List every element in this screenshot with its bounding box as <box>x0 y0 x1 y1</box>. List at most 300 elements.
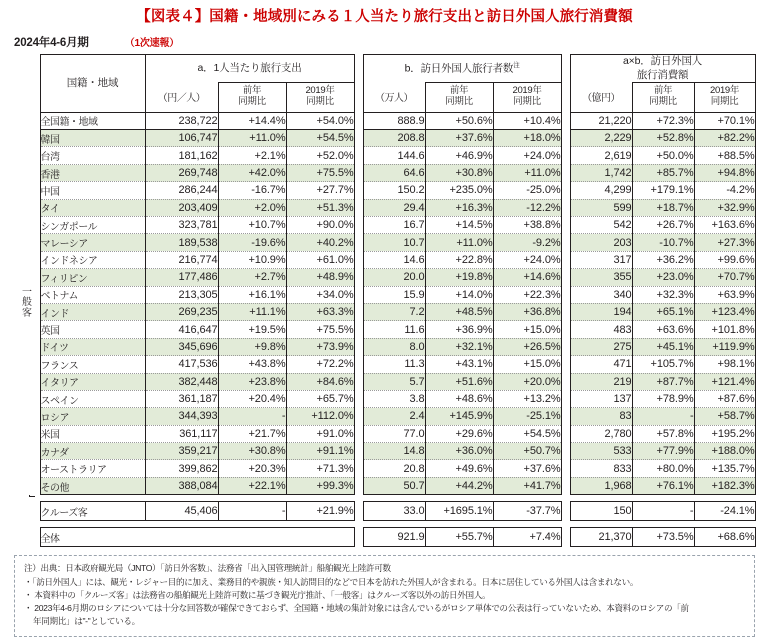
row-b-value: 8.0 <box>363 338 425 355</box>
table-row <box>14 269 755 286</box>
row-a-yoy: +16.1% <box>218 286 286 303</box>
table-row <box>14 356 755 373</box>
row-region-name: その他 <box>40 477 145 494</box>
row-b-2019: +14.6% <box>493 269 561 286</box>
gutter <box>354 286 363 303</box>
gutter <box>354 130 363 147</box>
row-b-yoy: +22.8% <box>425 251 493 268</box>
row-ab-2019: -4.2% <box>694 182 755 199</box>
row-a-value: 399,862 <box>145 460 218 477</box>
table-row <box>14 216 755 233</box>
row-region-name: マレーシア <box>40 234 145 251</box>
gutter <box>354 147 363 164</box>
spacer-cell <box>14 55 40 82</box>
table-body <box>14 112 755 495</box>
row-a-2019: +65.7% <box>286 390 354 407</box>
row-b-2019: +37.6% <box>493 460 561 477</box>
row-region-name: オーストラリア <box>40 460 145 477</box>
table-row <box>14 182 755 199</box>
header-ab-2019-l1: 2019年 <box>709 85 740 97</box>
cruise-ab-yoy: - <box>632 502 694 521</box>
row-a-value: 361,187 <box>145 390 218 407</box>
header-block-ab-title-l2: 旅行消費額 <box>636 68 689 81</box>
row-b-yoy: +37.6% <box>425 130 493 147</box>
row-region-name: フランス <box>40 356 145 373</box>
row-b-2019: +18.0% <box>493 130 561 147</box>
row-ab-yoy: +32.3% <box>632 286 694 303</box>
header-block-ab-title <box>570 55 755 82</box>
row-a-2019: +51.3% <box>286 199 354 216</box>
row-a-value: 203,409 <box>145 199 218 216</box>
row-region-name: イタリア <box>40 373 145 390</box>
row-b-2019: +15.0% <box>493 321 561 338</box>
header-b-unit: （万人） <box>363 82 425 112</box>
row-a-value: 286,244 <box>145 182 218 199</box>
row-b-value: 50.7 <box>363 477 425 494</box>
row-ab-2019: +163.6% <box>694 216 755 233</box>
row-a-value: 382,448 <box>145 373 218 390</box>
row-b-yoy: +50.6% <box>425 112 493 129</box>
header-b-yoy-l1: 前年 <box>449 85 469 97</box>
table-row <box>14 130 755 147</box>
header-ab-yoy-l1: 前年 <box>653 85 673 97</box>
general-passenger-label-cell <box>14 112 40 495</box>
row-ab-value: 2,780 <box>570 425 632 442</box>
gutter <box>561 147 570 164</box>
row-b-2019: +24.0% <box>493 147 561 164</box>
row-region-name: ドイツ <box>40 338 145 355</box>
row-ab-yoy: +18.7% <box>632 199 694 216</box>
gutter <box>561 286 570 303</box>
row-ab-yoy: +85.7% <box>632 164 694 181</box>
header-b-2019-l1: 2019年 <box>512 85 542 97</box>
table-row <box>14 477 755 494</box>
row-b-yoy: +235.0% <box>425 182 493 199</box>
footnote-line-2: ・「訪日外国人」には、観光・レジャー目的に加え、業務目的や親族・知人訪問目的などで日本を訪れた外国人が含まれる。日本に居住している外国人は含まれない。 <box>24 576 639 587</box>
row-b-value: 15.9 <box>363 286 425 303</box>
header-b-yoy <box>425 82 493 112</box>
cruise-b-value: 33.0 <box>363 502 425 521</box>
main-data-table <box>14 54 756 495</box>
row-region-name: 韓国 <box>40 130 145 147</box>
table-row <box>14 338 755 355</box>
row-a-yoy: +43.8% <box>218 356 286 373</box>
table-row <box>14 286 755 303</box>
row-ab-value: 203 <box>570 234 632 251</box>
gutter <box>561 251 570 268</box>
row-b-yoy: +36.9% <box>425 321 493 338</box>
row-a-2019: +73.9% <box>286 338 354 355</box>
header-row-titles <box>14 55 755 82</box>
row-a-yoy: +9.8% <box>218 338 286 355</box>
table-row <box>14 321 755 338</box>
period-line <box>0 26 769 54</box>
gutter-3 <box>354 82 363 112</box>
header-a-unit: （円／人） <box>145 82 218 112</box>
row-b-value: 14.8 <box>363 443 425 460</box>
header-b-2019-l2: 同期比 <box>513 96 541 108</box>
row-ab-2019: +32.9% <box>694 199 755 216</box>
page-title: 【図表４】国籍・地域別にみる１人当たり旅行支出と訪日外国人旅行消費額 <box>136 9 633 25</box>
gutter <box>354 356 363 373</box>
row-region-name: タイ <box>40 199 145 216</box>
row-a-2019: +48.9% <box>286 269 354 286</box>
table-row <box>14 199 755 216</box>
row-a-yoy: +10.7% <box>218 216 286 233</box>
gutter <box>354 321 363 338</box>
cruise-a-2019: +21.9% <box>286 502 354 521</box>
footnote-marker: 注 <box>513 61 520 69</box>
preliminary-label: （1次速報） <box>124 38 180 50</box>
row-ab-value: 599 <box>570 199 632 216</box>
gutter <box>354 425 363 442</box>
table-row <box>14 234 755 251</box>
row-b-value: 3.8 <box>363 390 425 407</box>
row-ab-2019: +70.7% <box>694 269 755 286</box>
row-a-value: 388,084 <box>145 477 218 494</box>
row-a-value: 344,393 <box>145 408 218 425</box>
row-b-2019: -25.1% <box>493 408 561 425</box>
overall-ab-2019: +68.6% <box>694 528 755 547</box>
row-b-2019: -25.0% <box>493 182 561 199</box>
row-b-value: 144.6 <box>363 147 425 164</box>
row-a-yoy: -19.6% <box>218 234 286 251</box>
cruise-row-name: クルーズ客 <box>40 502 145 521</box>
row-a-yoy: +2.0% <box>218 199 286 216</box>
row-ab-2019: +119.9% <box>694 338 755 355</box>
row-a-2019: +71.3% <box>286 460 354 477</box>
footnote-line-4: ・ 2023年4-6月期のロシアについては十分な回答数が確保できておらず、全国籍・地域の集計対象には含んでいるがロシア単体での公表は行っていないため、本資料のロシアの「前 <box>24 603 689 614</box>
row-a-2019: +112.0% <box>286 408 354 425</box>
row-region-name: カナダ <box>40 443 145 460</box>
row-ab-2019: +101.8% <box>694 321 755 338</box>
row-a-2019: +90.0% <box>286 216 354 233</box>
gutter <box>561 390 570 407</box>
row-ab-yoy: -10.7% <box>632 234 694 251</box>
header-a-2019-l1: 2019年 <box>305 85 335 97</box>
row-a-yoy: +30.8% <box>218 443 286 460</box>
cruise-b-2019: -37.7% <box>493 502 561 521</box>
row-b-2019: +24.0% <box>493 251 561 268</box>
gutter <box>354 182 363 199</box>
row-ab-value: 4,299 <box>570 182 632 199</box>
row-a-yoy: +22.1% <box>218 477 286 494</box>
header-ab-yoy <box>632 82 694 112</box>
header-a-2019-l2: 同期比 <box>306 96 334 108</box>
row-ab-2019: +121.4% <box>694 373 755 390</box>
row-region-name: 全国籍・地域 <box>40 112 145 129</box>
row-ab-value: 1,742 <box>570 164 632 181</box>
row-region-name: インド <box>40 303 145 320</box>
row-b-2019: +15.0% <box>493 356 561 373</box>
header-a-yoy-l1: 前年 <box>242 85 262 97</box>
header-ab-unit: （億円） <box>570 82 632 112</box>
table-row <box>14 460 755 477</box>
row-ab-yoy: +179.1% <box>632 182 694 199</box>
cruise-a-value: 45,406 <box>145 502 218 521</box>
row-b-value: 29.4 <box>363 199 425 216</box>
row-region-name: ベトナム <box>40 286 145 303</box>
gutter <box>561 269 570 286</box>
table-row <box>14 303 755 320</box>
row-region-name: 英国 <box>40 321 145 338</box>
cruise-b-yoy: +1695.1% <box>425 502 493 521</box>
gutter <box>354 269 363 286</box>
row-b-yoy: +51.6% <box>425 373 493 390</box>
row-b-2019: +13.2% <box>493 390 561 407</box>
row-ab-value: 355 <box>570 269 632 286</box>
row-b-yoy: +145.9% <box>425 408 493 425</box>
row-ab-2019: +99.6% <box>694 251 755 268</box>
gutter <box>354 477 363 494</box>
gutter <box>354 112 363 129</box>
row-b-value: 20.0 <box>363 269 425 286</box>
footnote-line-4b: 年同期比」は"-"としている。 <box>33 616 140 627</box>
row-region-name: 米国 <box>40 425 145 442</box>
gutter <box>561 460 570 477</box>
row-a-value: 416,647 <box>145 321 218 338</box>
row-b-2019: -12.2% <box>493 199 561 216</box>
overall-b-yoy: +55.7% <box>425 528 493 547</box>
header-block-a-title: a．1人当たり旅行支出 <box>145 55 354 82</box>
row-ab-yoy: +65.1% <box>632 303 694 320</box>
row-ab-value: 219 <box>570 373 632 390</box>
header-block-b-title <box>363 55 561 82</box>
row-b-value: 888.9 <box>363 112 425 129</box>
row-region-name: ロシア <box>40 408 145 425</box>
row-a-2019: +75.5% <box>286 164 354 181</box>
row-a-yoy: +42.0% <box>218 164 286 181</box>
row-b-2019: +26.5% <box>493 338 561 355</box>
header-a-yoy-l2: 同期比 <box>238 96 266 108</box>
row-b-2019: +11.0% <box>493 164 561 181</box>
row-ab-value: 2,619 <box>570 147 632 164</box>
row-a-2019: +52.0% <box>286 147 354 164</box>
row-a-2019: +63.3% <box>286 303 354 320</box>
gutter <box>354 338 363 355</box>
row-b-value: 64.6 <box>363 164 425 181</box>
row-a-2019: +75.5% <box>286 321 354 338</box>
row-ab-value: 137 <box>570 390 632 407</box>
gutter <box>561 477 570 494</box>
row-ab-2019: +88.5% <box>694 147 755 164</box>
row-b-yoy: +14.0% <box>425 286 493 303</box>
row-a-yoy: +20.4% <box>218 390 286 407</box>
table-row <box>14 443 755 460</box>
row-b-2019: +22.3% <box>493 286 561 303</box>
row-b-2019: +41.7% <box>493 477 561 494</box>
row-b-2019: +50.7% <box>493 443 561 460</box>
row-ab-2019: +87.6% <box>694 390 755 407</box>
row-ab-yoy: +80.0% <box>632 460 694 477</box>
row-b-value: 150.2 <box>363 182 425 199</box>
gutter <box>561 182 570 199</box>
row-a-value: 345,696 <box>145 338 218 355</box>
row-ab-2019: +27.3% <box>694 234 755 251</box>
row-b-value: 208.8 <box>363 130 425 147</box>
overall-ab-yoy: +73.5% <box>632 528 694 547</box>
row-ab-2019: +70.1% <box>694 112 755 129</box>
row-b-yoy: +29.6% <box>425 425 493 442</box>
row-b-yoy: +36.0% <box>425 443 493 460</box>
row-a-value: 361,117 <box>145 425 218 442</box>
row-a-2019: +99.3% <box>286 477 354 494</box>
gutter <box>354 199 363 216</box>
general-passenger-label: 一 般 客 <box>22 286 32 319</box>
row-b-value: 7.2 <box>363 303 425 320</box>
overall-b-value: 921.9 <box>363 528 425 547</box>
row-a-value: 177,486 <box>145 269 218 286</box>
table-container <box>14 54 755 547</box>
gutter <box>561 112 570 129</box>
row-ab-value: 533 <box>570 443 632 460</box>
row-ab-value: 542 <box>570 216 632 233</box>
row-a-2019: +91.0% <box>286 425 354 442</box>
spacer-cell-2 <box>14 82 40 112</box>
table-row <box>14 408 755 425</box>
row-ab-value: 833 <box>570 460 632 477</box>
row-a-yoy: +20.3% <box>218 460 286 477</box>
header-a-yoy <box>218 82 286 112</box>
row-ab-yoy: - <box>632 408 694 425</box>
row-ab-yoy: +36.2% <box>632 251 694 268</box>
row-a-yoy: +23.8% <box>218 373 286 390</box>
row-b-yoy: +44.2% <box>425 477 493 494</box>
gutter <box>354 251 363 268</box>
row-b-value: 11.3 <box>363 356 425 373</box>
row-a-2019: +72.2% <box>286 356 354 373</box>
row-region-name: 中国 <box>40 182 145 199</box>
header-ab-yoy-l2: 同期比 <box>649 96 677 108</box>
gutter <box>561 164 570 181</box>
table-row <box>14 147 755 164</box>
table-row-total <box>14 112 755 129</box>
row-b-2019: -9.2% <box>493 234 561 251</box>
row-a-value: 269,748 <box>145 164 218 181</box>
row-a-2019: +54.5% <box>286 130 354 147</box>
table-row-overall <box>14 528 755 547</box>
row-a-yoy: +21.7% <box>218 425 286 442</box>
gutter <box>561 234 570 251</box>
cruise-a-yoy: - <box>218 502 286 521</box>
row-b-yoy: +19.8% <box>425 269 493 286</box>
row-ab-value: 194 <box>570 303 632 320</box>
row-b-value: 5.7 <box>363 373 425 390</box>
row-ab-value: 83 <box>570 408 632 425</box>
period-label: 2024年4-6月期 <box>14 37 89 50</box>
gutter <box>561 130 570 147</box>
row-ab-yoy: +78.9% <box>632 390 694 407</box>
row-region-name: シンガポール <box>40 216 145 233</box>
gutter <box>354 303 363 320</box>
row-b-yoy: +48.6% <box>425 390 493 407</box>
row-ab-2019: +195.2% <box>694 425 755 442</box>
row-a-value: 238,722 <box>145 112 218 129</box>
row-ab-2019: +135.7% <box>694 460 755 477</box>
row-ab-2019: +58.7% <box>694 408 755 425</box>
row-a-yoy: +11.0% <box>218 130 286 147</box>
gutter-2 <box>561 55 570 82</box>
row-ab-value: 275 <box>570 338 632 355</box>
row-region-name: スペイン <box>40 390 145 407</box>
row-b-value: 77.0 <box>363 425 425 442</box>
row-a-value: 216,774 <box>145 251 218 268</box>
row-ab-yoy: +77.9% <box>632 443 694 460</box>
row-ab-2019: +188.0% <box>694 443 755 460</box>
row-region-name: インドネシア <box>40 251 145 268</box>
row-b-yoy: +30.8% <box>425 164 493 181</box>
gutter <box>561 321 570 338</box>
row-ab-2019: +94.8% <box>694 164 755 181</box>
row-ab-2019: +63.9% <box>694 286 755 303</box>
table-row <box>14 373 755 390</box>
gutter <box>354 443 363 460</box>
row-a-2019: +84.6% <box>286 373 354 390</box>
table-row <box>14 390 755 407</box>
row-b-yoy: +32.1% <box>425 338 493 355</box>
header-ab-2019 <box>694 82 755 112</box>
row-ab-yoy: +52.8% <box>632 130 694 147</box>
row-a-yoy: +2.1% <box>218 147 286 164</box>
header-a-2019 <box>286 82 354 112</box>
row-region-name: 台湾 <box>40 147 145 164</box>
gutter <box>354 373 363 390</box>
row-b-2019: +38.8% <box>493 216 561 233</box>
row-a-value: 189,538 <box>145 234 218 251</box>
row-a-2019: +34.0% <box>286 286 354 303</box>
gutter <box>561 408 570 425</box>
row-b-value: 20.8 <box>363 460 425 477</box>
row-b-value: 2.4 <box>363 408 425 425</box>
row-b-yoy: +11.0% <box>425 234 493 251</box>
row-b-2019: +10.4% <box>493 112 561 129</box>
gutter <box>354 408 363 425</box>
row-ab-yoy: +57.8% <box>632 425 694 442</box>
header-block-b-title-text: b．訪日外国人旅行者数 <box>404 62 514 75</box>
row-ab-value: 1,968 <box>570 477 632 494</box>
table-row-cruise <box>14 502 755 521</box>
row-ab-value: 471 <box>570 356 632 373</box>
gutter-c1 <box>354 502 363 521</box>
row-a-2019: +54.0% <box>286 112 354 129</box>
row-a-value: 213,305 <box>145 286 218 303</box>
row-b-value: 10.7 <box>363 234 425 251</box>
row-ab-yoy: +87.7% <box>632 373 694 390</box>
row-ab-value: 21,220 <box>570 112 632 129</box>
overall-row-name: 全体 <box>40 528 354 547</box>
row-a-yoy: +11.1% <box>218 303 286 320</box>
row-ab-yoy: +26.7% <box>632 216 694 233</box>
row-ab-yoy: +72.3% <box>632 112 694 129</box>
footnote-line-1: 注）出典：日本政府観光局（JNTO）「訪日外客数」、法務省「出入国管理統計」船舶観光上陸許可数 <box>24 563 391 574</box>
spacer-cruise <box>14 502 40 521</box>
table-row <box>14 425 755 442</box>
row-ab-yoy: +105.7% <box>632 356 694 373</box>
row-ab-value: 340 <box>570 286 632 303</box>
header-block-ab-title-l1: a×b．訪日外国人 <box>623 55 703 68</box>
row-ab-yoy: +23.0% <box>632 269 694 286</box>
row-a-yoy: -16.7% <box>218 182 286 199</box>
row-b-2019: +20.0% <box>493 373 561 390</box>
row-a-yoy: +14.4% <box>218 112 286 129</box>
cruise-table <box>14 501 756 521</box>
gutter <box>354 460 363 477</box>
row-a-yoy: - <box>218 408 286 425</box>
gutter <box>561 199 570 216</box>
row-a-value: 106,747 <box>145 130 218 147</box>
row-ab-yoy: +76.1% <box>632 477 694 494</box>
gutter <box>561 338 570 355</box>
